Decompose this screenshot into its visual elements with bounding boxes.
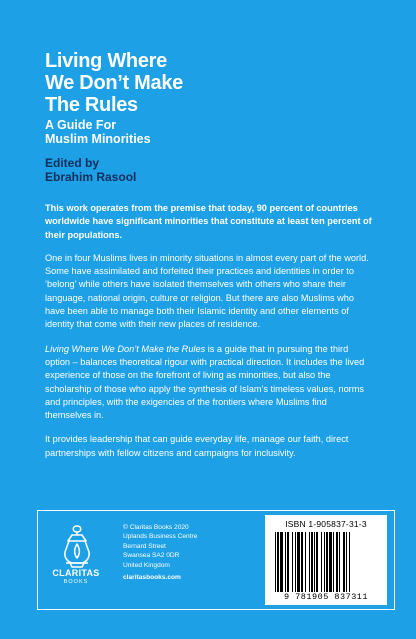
title-line: Living Where bbox=[45, 50, 167, 72]
publisher-logo-word: CLARITAS bbox=[52, 568, 100, 578]
subtitle-line: Muslim Minorities bbox=[45, 132, 151, 146]
blurb-paragraph: One in four Muslims lives in minority situations in almost every part of the world. Some have assimilated and forfeited their practices and identities in order to ‘belong’ while others have isolated themselves with others who share their language, national origin, culture or religion. But there are also Muslims who have been able to manage both their Islamic identity and other elements of identity that come with their new places of residence. bbox=[45, 252, 369, 330]
book-title bbox=[45, 50, 385, 116]
subtitle-line: A Guide For bbox=[45, 118, 117, 132]
editor-label: Edited by bbox=[45, 156, 100, 170]
barcode bbox=[273, 532, 381, 592]
publisher-address bbox=[123, 523, 253, 582]
book-subtitle bbox=[45, 118, 375, 146]
address-line: United Kingdom bbox=[123, 561, 170, 569]
publisher-url[interactable]: claritasbooks.com bbox=[123, 574, 181, 582]
blurb-title-reference: Living Where We Don’t Make the Rules bbox=[45, 343, 206, 354]
editor-credit bbox=[45, 156, 375, 184]
address-line: Bernard Street bbox=[123, 542, 166, 550]
address-line: Swansea SA2 0DR bbox=[123, 552, 180, 560]
isbn-label: ISBN 1-905837-31-3 bbox=[285, 519, 367, 529]
blurb bbox=[45, 202, 375, 471]
isbn-digits: 9 781905 837311 bbox=[283, 592, 368, 602]
address-line: Uplands Business Centre bbox=[123, 533, 198, 541]
lantern-icon bbox=[50, 522, 104, 598]
title-line: We Don’t Make bbox=[45, 72, 183, 94]
address-line: © Claritas Books 2020 bbox=[123, 524, 189, 531]
editor-name: Ebrahim Rasool bbox=[45, 170, 137, 184]
blurb-paragraph bbox=[45, 343, 375, 423]
blurb-paragraph-text: is a guide that in pursuing the third option – balances theoretical rigour with practical direction. It includes the lived experience of those on the forefront of living as minorities, but also the scholarship of those who apply the synthesis of Islam’s timeless values, norms and principles, with the exigencies of the frontiers where Muslims find themselves in. bbox=[45, 343, 365, 421]
publisher-logo-sub: BOOKS bbox=[63, 579, 89, 585]
blurb-paragraph: It provides leadership that can guide everyday life, manage our faith, direct partnerships with fellow citizens and campaigns for inclusivity. bbox=[45, 434, 349, 458]
title-line: The Rules bbox=[45, 94, 138, 116]
blurb-lead: This work operates from the premise that today, 90 percent of countries worldwide have significant minorities that constitute at least ten percent of their populations. bbox=[45, 203, 372, 240]
isbn-barcode-panel bbox=[265, 515, 387, 605]
